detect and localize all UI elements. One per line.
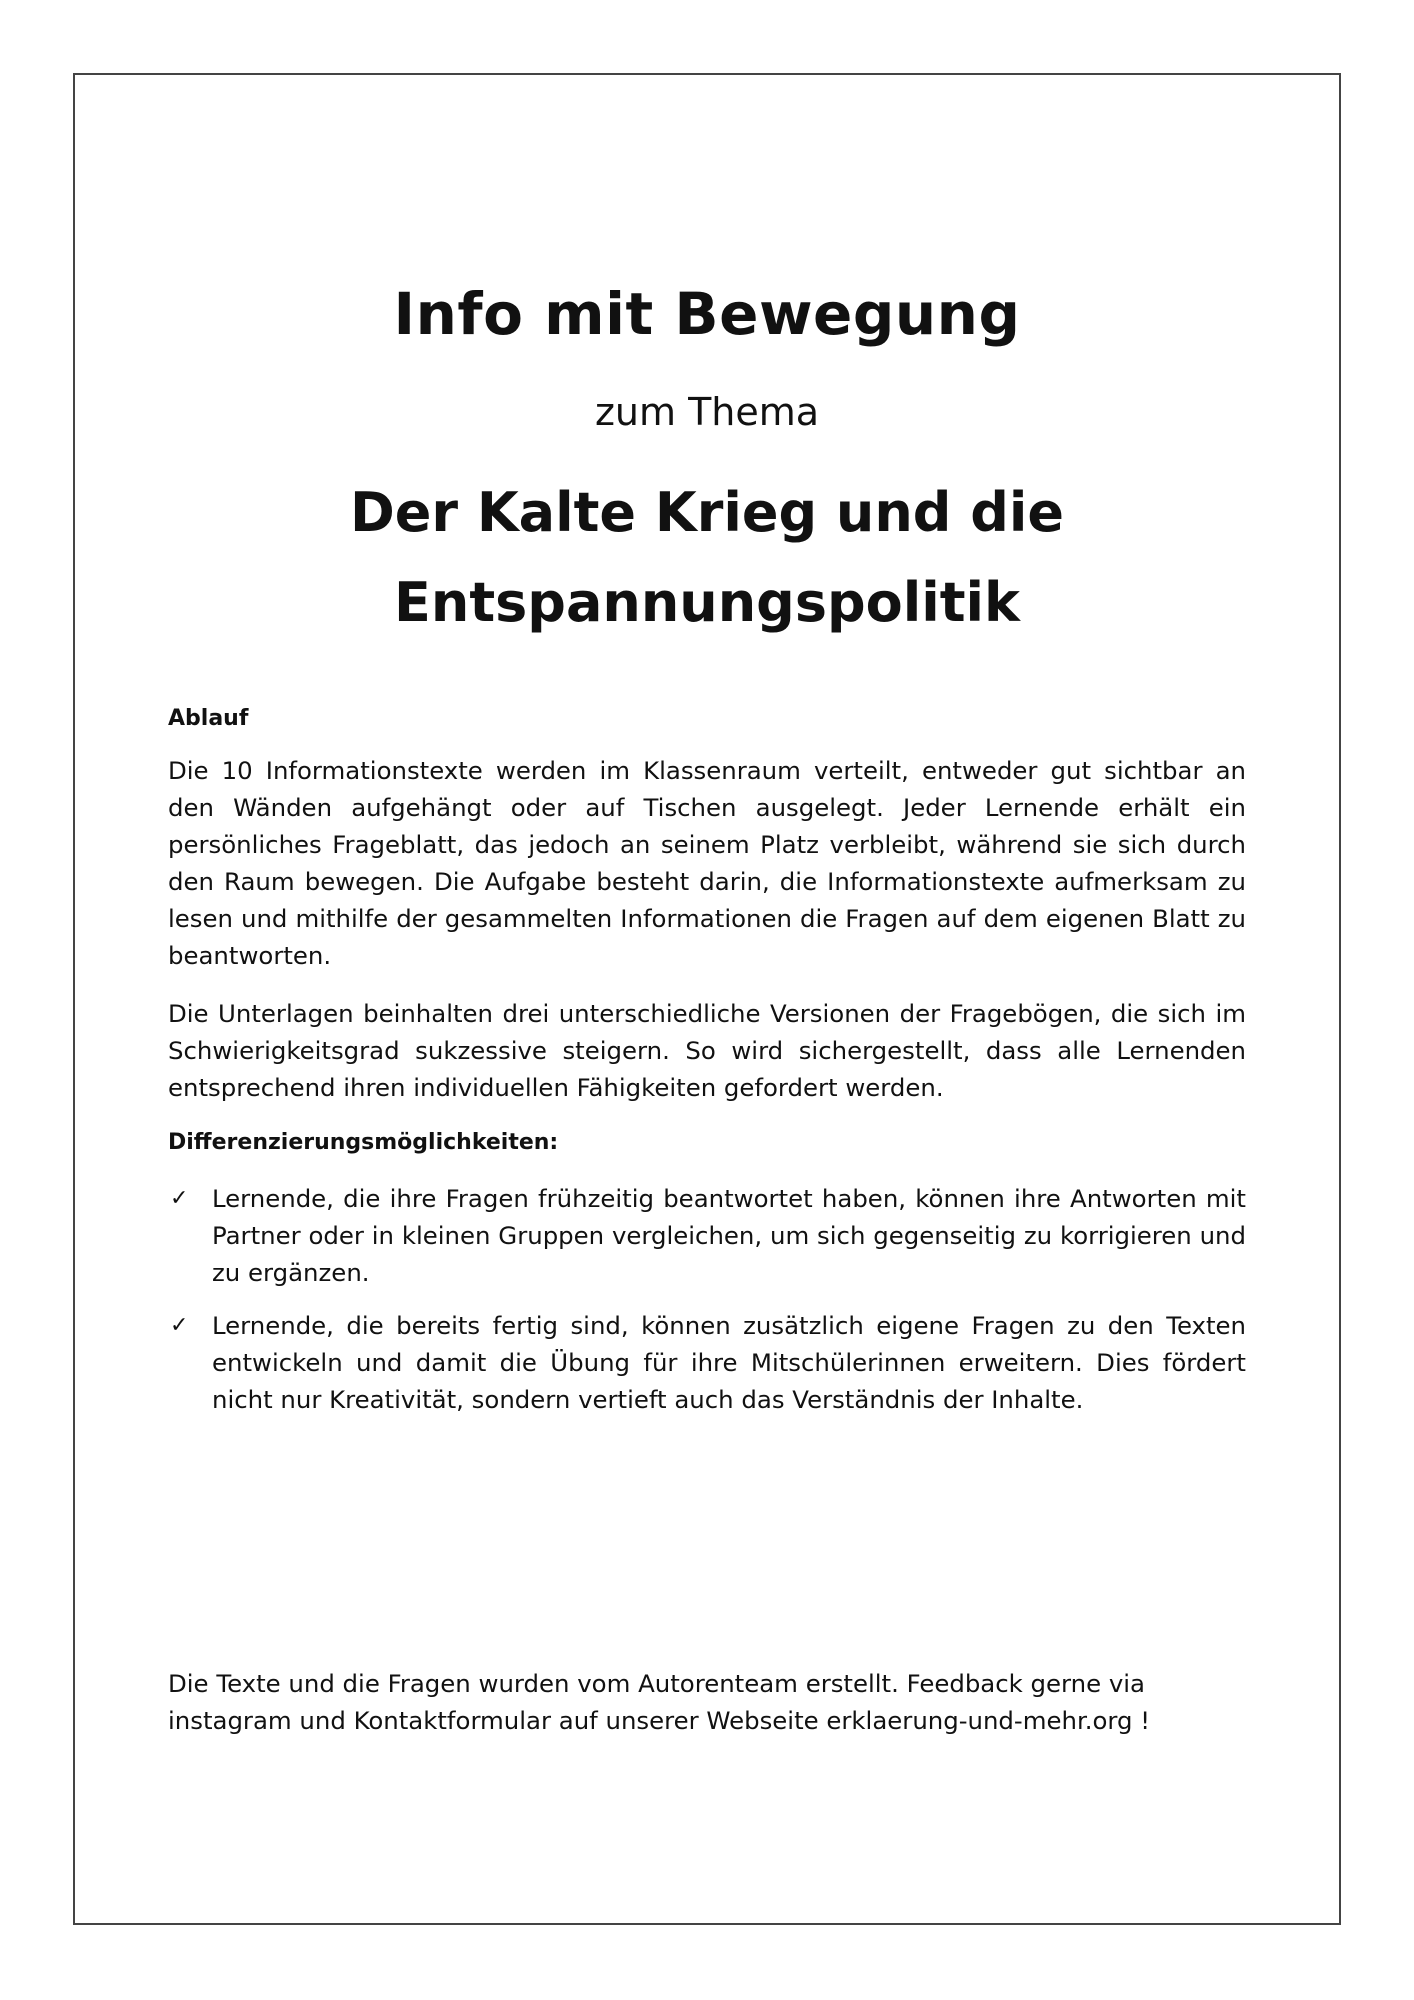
check-icon: ✓ (170, 1313, 189, 1338)
list-item-text: Lernende, die ihre Fragen frühzeitig beantwortet haben, können ihre Antworten mit Partner oder in kleinen Gruppen vergleichen, um sich gegenseitig zu korrigieren und zu ergänzen. (212, 1184, 1246, 1287)
check-icon: ✓ (170, 1186, 189, 1211)
differenzierung-heading: Differenzierungsmöglichkeiten: (168, 1130, 559, 1155)
footer-line-1: Die Texte und die Fragen wurden vom Autorenteam erstellt. Feedback gerne via (168, 1669, 1145, 1698)
ablauf-heading: Ablauf (168, 706, 249, 731)
footer-line-2: instagram und Kontaktformular auf unserer Webseite erklaerung-und-mehr.org ! (168, 1706, 1151, 1735)
document-subtitle: zum Thema (594, 390, 820, 434)
document-title: Info mit Bewegung (393, 280, 1021, 348)
ablauf-paragraph-1 (168, 752, 1246, 974)
list-item-text: Lernende, die bereits fertig sind, können zusätzlich eigene Fragen zu den Texten entwickeln und damit die Übung für ihre Mitschülerinnen erweitern. Dies fördert nicht nur Kreativität, sondern vertieft auch das Verständnis der Inhalte. (212, 1311, 1246, 1414)
paragraph-text: Die 10 Informationstexte werden im Klassenraum verteilt, entweder gut sichtbar an den Wänden aufgehängt oder auf Tischen ausgelegt. Jeder Lernende erhält ein persönliches Frageblatt, das jedoch an seinem Platz verbleibt, während sie sich durch den Raum bewegen. Die Aufgabe besteht darin, die Informationstexte aufmerksam zu lesen und mithilfe der gesammelten Informationen die Fragen auf dem eigenen Blatt zu beantworten. (168, 756, 1246, 970)
topic-title (0, 468, 1414, 648)
list-item (168, 1307, 1246, 1418)
topic-title-line-2: Entspannungspolitik (394, 571, 1020, 634)
footer-note (168, 1665, 1246, 1739)
topic-title-line-1: Der Kalte Krieg und die (349, 481, 1065, 544)
ablauf-paragraph-2 (168, 995, 1246, 1106)
paragraph-text: Die Unterlagen beinhalten drei unterschiedliche Versionen der Fragebögen, die sich im Schwierigkeitsgrad sukzessive steigern. So wird sichergestellt, dass alle Lernenden entsprechend ihren individuellen Fähigkeiten gefordert werden. (168, 999, 1246, 1102)
differenzierung-list (168, 1180, 1246, 1434)
list-item (168, 1180, 1246, 1291)
